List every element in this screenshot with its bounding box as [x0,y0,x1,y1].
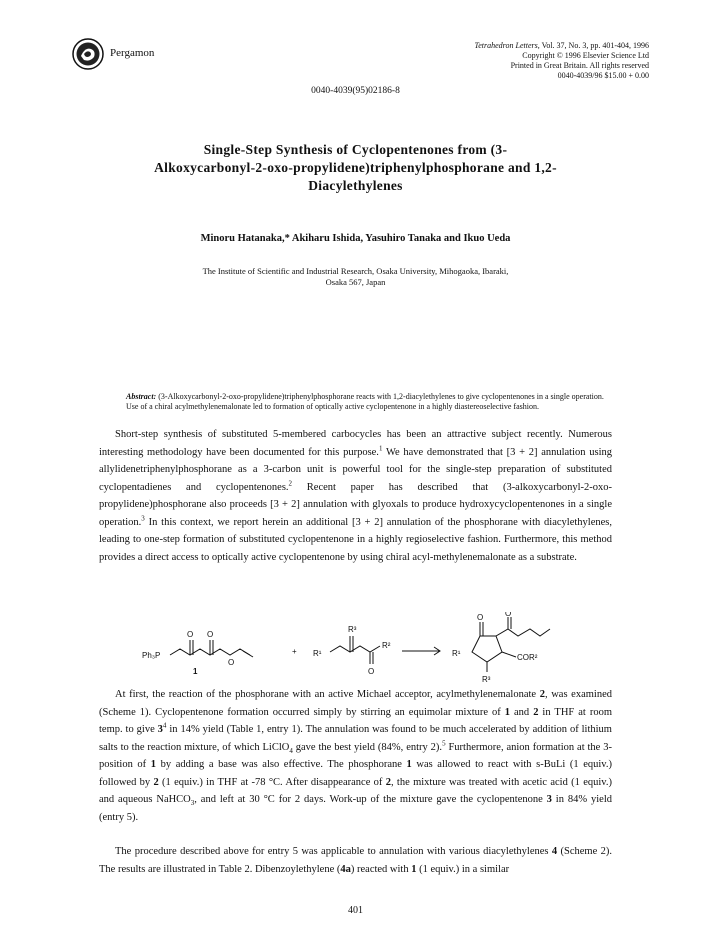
compound-ref: 3 [157,724,163,735]
abstract-label: Abstract: [126,392,157,401]
alkene-bond [243,651,253,657]
text-run: by adding a base was also effective. The phosphorane [156,759,407,770]
text-run: Furthermore, anion formation at the 3-position of [99,741,612,770]
copyright-line: Copyright © 1996 Elsevier Science Ltd [522,51,649,60]
text-run: in 14% yield (Table 1, entry 1). The annulation was found to be much accelerated by addition of lithium salts to the reaction mixture, of which LiClO [99,724,612,753]
plus-sign: + [292,647,297,656]
author-list: Minoru Hatanaka,* Akiharu Ishida, Yasuhiro Tanaka and Ikuo Ueda [200,233,511,244]
text-run: was allowed to react with s-BuLi (1 equiv.) followed by [99,759,612,788]
body-paragraph-2 [99,686,612,826]
text-run: The procedure described above for entry 5 was applicable to annulation with various diacylethylenes [115,846,552,857]
publisher-name: Pergamon [110,47,155,59]
text-run: gave the best yield (84%, entry 2). [292,741,443,753]
subscript: 4 [289,746,293,755]
journal-name: Tetrahedron Letters [474,41,538,50]
reference-mark: 4 [162,721,167,730]
affiliation-line-1: The Institute of Scientific and Industrial Research, Osaka University, Mihogaoka, Ibaraki, [202,266,509,276]
compound-ref: 2 [539,689,545,700]
compound-ref: 1 [504,706,511,718]
volume-info: , Vol. 37, No. 3, pp. 401-404, 1996 [537,41,649,50]
oxygen-label: O [505,612,512,618]
reference-mark: 5 [442,739,446,747]
text-run: in THF at room temp. to give [99,706,612,735]
compound-ref: 2 [153,776,159,788]
text-run: Recent paper has described that (3-alkoxycarbonyl-2-oxo-propylidene)phosphorane also proceeds [3 + 2] annulation with glyoxals to produce hydroxycyclopentenones in a single operation. [99,481,612,528]
abstract-text: (3-Alkoxycarbonyl-2-oxo-propylidene)triphenylphosphorane reacts with 1,2-diacylethylenes to give cyclopentenones in a single operation. Use of a chiral acylmethylenemalonate led to formation of optically active cyclopentenone in a highly diastereoselective fashion. [126,392,604,411]
cor2-label: COR² [517,653,538,662]
compound-ref: 3 [546,794,552,805]
oxygen-label: O [368,667,375,676]
reference-mark: 2 [288,479,293,487]
oxygen-label: O [477,613,484,622]
compound-ref: 2 [533,706,539,718]
oxygen-label: O [187,630,194,639]
compound-ref: 4a [340,863,351,875]
text-run: and [510,706,534,718]
body-paragraph-3 [99,843,612,878]
text-run: , was examined (Scheme 1). Cyclopentenone formation occurred simply by stirring an equimolar mixture of [99,689,612,718]
compound-ref: 1 [150,759,157,770]
abstract [126,392,608,412]
ester-chain [496,629,550,636]
oxygen-label: O [228,658,235,667]
cor2-bond [502,652,516,657]
r2-label: R² [382,641,391,650]
text-run: (1 equiv.) in THF at -78 °C. After disappearance of [158,776,386,788]
text-run: Short-step synthesis of substituted 5-membered carbocycles has been an attractive subject recently. Numerous interesting methodology have been documented for this purpose. [99,429,612,458]
journal-citation [475,41,649,81]
issn-price: 0040-4039/96 $15.00 + 0.00 [557,71,649,80]
compound-ref: 2 [385,776,391,788]
printed-line: Printed in Great Britain. All rights reserved [510,61,649,70]
text-run: (1 equiv.) in a similar [416,863,510,875]
affiliation-line-2: Osaka 567, Japan [325,277,386,287]
affiliation [120,266,591,288]
compound-1-number: 1 [193,667,198,676]
r1-label: R¹ [313,649,322,658]
text-run: At first, the reaction of the phosphorane with an active Michael acceptor, acylmethylenemalonate [115,689,540,700]
cyclopentenone-ring [472,636,502,662]
title-line-1: Single-Step Synthesis of Cyclopentenones from (3- [203,142,508,157]
oxygen-label: O [207,630,214,639]
subscript: 3 [190,799,195,808]
text-run: , the mixture was treated with acetic acid (1 equiv.) and aqueous NaHCO [99,776,612,805]
doi-code: 0040-4039(95)02186-8 [311,86,400,96]
body-paragraph-1 [99,426,612,566]
ph3p-label: Ph₃P [142,651,161,660]
text-run: in 84% yield (entry 5). [99,794,612,823]
text-run: We have demonstrated that [3 + 2] annulation using allylidenetriphenylphosphorane as a 3-carbon unit is powerful tool for the single-step preparation of substituted cyclopentadienes and cyclopentenones. [99,446,612,493]
compound-ref: 4 [551,846,558,857]
text-run: (Scheme 2). The results are illustrated in Table 2. Dibenzoylethylene ( [99,846,612,875]
r3-label: R³ [482,675,491,684]
paper-title [80,141,631,195]
r1-label: R¹ [452,649,461,658]
page-number: 401 [348,905,363,916]
pergamon-logo-icon [72,38,104,70]
reaction-scheme [140,612,580,684]
title-line-2: Alkoxycarbonyl-2-oxo-propylidene)triphenylphosphorane and 1,2- [154,160,557,175]
text-run: In this context, we report herein an additional [3 + 2] annulation of the phosphorane with diacylethylenes, leading to one-step formation of substituted cyclopentenone in a highly regioselective fashion. Furthermore, this method provides a direct access to optically active cyclopentenone by using chiral acyl-methylenemalonate as a substrate. [99,516,612,563]
compound-2-chain [330,646,380,652]
title-line-3: Diacylethylenes [308,178,403,193]
text-run: ) reacted with [350,863,412,875]
compound-ref: 1 [406,759,412,770]
compound-ref: 1 [411,863,417,875]
text-run: , and left at 30 °C for 2 days. Work-up of the mixture gave the cyclopentenone [194,794,547,805]
reference-mark: 1 [378,444,383,452]
reference-mark: 3 [141,514,145,522]
r3-label: R³ [348,625,357,634]
